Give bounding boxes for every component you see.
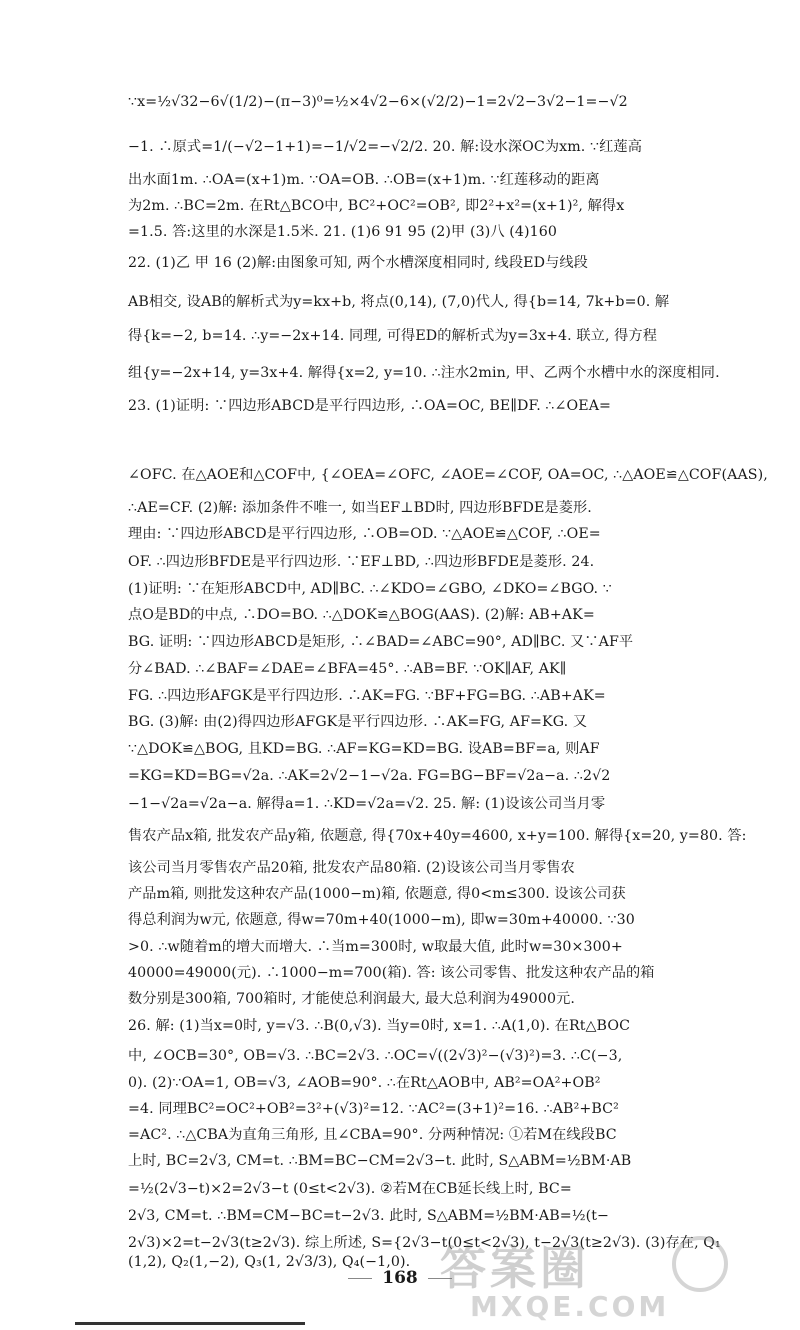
text-line: =1.5. 答:这里的水深是1.5米. 21. (1)6 91 95 (2)甲 (3)八 (4)160 xyxy=(128,224,558,240)
watermark-logo xyxy=(440,1232,780,1322)
text-line: −1−√2a=√2a−a. 解得a=1. ∴KD=√2a=√2. 25. 解: (1)设该公司当月零 xyxy=(128,796,606,812)
watermark-circle-icon xyxy=(672,1236,728,1292)
text-line: 0). (2)∵OA=1, OB=√3, ∠AOB=90°. ∴在Rt△AOB中, AB²=OA²+OB² xyxy=(128,1075,601,1091)
text-line: 得总利润为w元, 依题意, 得w=70m+40(1000−m), 即w=30m+40000. ∵30 xyxy=(128,912,635,928)
text-line: 出水面1m. ∴OA=(x+1)m. ∵OA=OB. ∴OB=(x+1)m. ∵红莲移动的距离 xyxy=(128,172,600,188)
text-line: 40000=49000(元). ∴1000−m=700(箱). 答: 该公司零售、批发这种农产品的箱 xyxy=(128,965,655,981)
text-line: 点O是BD的中点, ∴DO=BO. ∴△DOK≌△BOG(AAS). (2)解: AB+AK= xyxy=(128,607,595,623)
text-line: 组{y=−2x+14, y=3x+4. 解得{x=2, y=10. ∴注水2min, 甲、乙两个水槽中水的深度相同. xyxy=(128,365,720,381)
text-line: =½(2√3−t)×2=2√3−t (0≤t<2√3). ②若M在CB延长线上时, BC= xyxy=(128,1181,572,1197)
text-line: FG. ∴四边形AFGK是平行四边形. ∴AK=FG. ∵BF+FG=BG. ∴AB+AK= xyxy=(128,688,606,704)
text-line: BG. 证明: ∵四边形ABCD是矩形, ∴∠BAD=∠ABC=90°, AD∥BC. 又∵AF平 xyxy=(128,634,634,650)
text-line: 上时, BC=2√3, CM=t. ∴BM=BC−CM=2√3−t. 此时, S△ABM=½BM·AB xyxy=(128,1153,632,1169)
text-line: ∠OFC. 在△AOE和△COF中, {∠OEA=∠OFC, ∠AOE=∠COF, OA=OC, ∴△AOE≌△COF(AAS), xyxy=(128,467,768,483)
divider xyxy=(348,1278,372,1279)
text-line: BG. (3)解: 由(2)得四边形AFGK是平行四边形. ∴AK=FG, AF=KG. 又 xyxy=(128,714,588,730)
page-number-text: 168 xyxy=(382,1268,418,1288)
text-line: 分∠BAD. ∴∠BAF=∠DAE=∠BFA=45°. ∴AB=BF. ∵OK∥AF, AK∥ xyxy=(128,661,567,677)
text-line: OF. ∴四边形BFDE是平行四边形. ∵EF⊥BD, ∴四边形BFDE是菱形. 24. xyxy=(128,554,595,570)
text-line: ∴AE=CF. (2)解: 添加条件不唯一, 如当EF⊥BD时, 四边形BFDE是菱形. xyxy=(128,500,592,516)
text-line: 2√3)×2=t−2√3(t≥2√3). 综上所述, S={2√3−t(0≤t<2√3), t−2√3(t≥2√3). (3)存在, Q₁ xyxy=(128,1235,721,1251)
text-line: 26. 解: (1)当x=0时, y=√3. ∴B(0,√3). 当y=0时, x=1. ∴A(1,0). 在Rt△BOC xyxy=(128,1018,631,1034)
text-line: 产品m箱, 则批发这种农产品(1000−m)箱, 依题意, 得0<m≤300. 设该公司获 xyxy=(128,886,626,902)
footer-rule xyxy=(75,1322,305,1325)
text-line: =KG=KD=BG=√2a. ∴AK=2√2−1−√2a. FG=BG−BF=√2a−a. ∴2√2 xyxy=(128,768,611,784)
text-line: >0. ∴w随着m的增大而增大. ∴当m=300时, w取最大值, 此时w=30×300+ xyxy=(128,939,623,955)
text-line: 为2m. ∴BC=2m. 在Rt△BCO中, BC²+OC²=OB², 即2²+x²=(x+1)², 解得x xyxy=(128,198,625,214)
text-line: 得{k=−2, b=14. ∴y=−2x+14. 同理, 可得ED的解析式为y=3x+4. 联立, 得方程 xyxy=(128,328,658,344)
text-line: =AC². ∴△CBA为直角三角形, 且∠CBA=90°. 分两种情况: ①若M在线段BC xyxy=(128,1127,617,1143)
text-line: 22. (1)乙 甲 16 (2)解:由图象可知, 两个水槽深度相同时, 线段ED与线段 xyxy=(128,255,588,271)
text-line: 2√3, CM=t. ∴BM=CM−BC=t−2√3. 此时, S△ABM=½BM·AB=½(t− xyxy=(128,1208,610,1224)
text-line: =4. 同理BC²=OC²+OB²=3²+(√3)²=12. ∵AC²=(3+1)²=16. ∴AB²+BC² xyxy=(128,1101,619,1117)
text-line: 理由: ∵四边形ABCD是平行四边形, ∴OB=OD. ∵△AOE≌△COF, ∴OE= xyxy=(128,526,601,542)
watermark-url: MXQE.COM xyxy=(470,1290,670,1323)
text-line: (1)证明: ∵在矩形ABCD中, AD∥BC. ∴∠KDO=∠GBO, ∠DKO=∠BGO. ∵ xyxy=(128,581,612,597)
text-line: ∵△DOK≌△BOG, 且KD=BG. ∴AF=KG=KD=BG. 设AB=BF=a, 则AF xyxy=(128,741,600,757)
watermark-text: 答案圈 xyxy=(440,1241,590,1295)
text-line: 23. (1)证明: ∵四边形ABCD是平行四边形, ∴OA=OC, BE∥DF. ∴∠OEA= xyxy=(128,398,612,414)
text-line: 中, ∠OCB=30°, OB=√3. ∴BC=2√3. ∴OC=√((2√3)²−(√3)²)=3. ∴C(−3, xyxy=(128,1048,623,1064)
text-line: AB相交, 设AB的解析式为y=kx+b, 将点(0,14), (7,0)代人, 得{b=14, 7k+b=0. 解 xyxy=(128,294,670,310)
text-line: 该公司当月零售农产品20箱, 批发农产品80箱. (2)设该公司当月零售农 xyxy=(128,860,575,876)
text-line: −1. ∴原式=1/(−√2−1+1)=−1/√2=−√2/2. 20. 解:设水深OC为xm. ∵红莲高 xyxy=(128,139,642,155)
text-line: 售农产品x箱, 批发农产品y箱, 依题意, 得{70x+40y=4600, x+y=100. 解得{x=20, y=80. 答: xyxy=(128,828,747,844)
text-line: 数分别是300箱, 700箱时, 才能使总利润最大, 最大总利润为49000元. xyxy=(128,991,575,1007)
text-line: ∵x=½√32−6√(1/2)−(π−3)⁰=½×4√2−6×(√2/2)−1=2√2−3√2−1=−√2 xyxy=(128,94,628,110)
text-line: (1,2), Q₂(1,−2), Q₃(1, 2√3/3), Q₄(−1,0). xyxy=(128,1254,411,1270)
